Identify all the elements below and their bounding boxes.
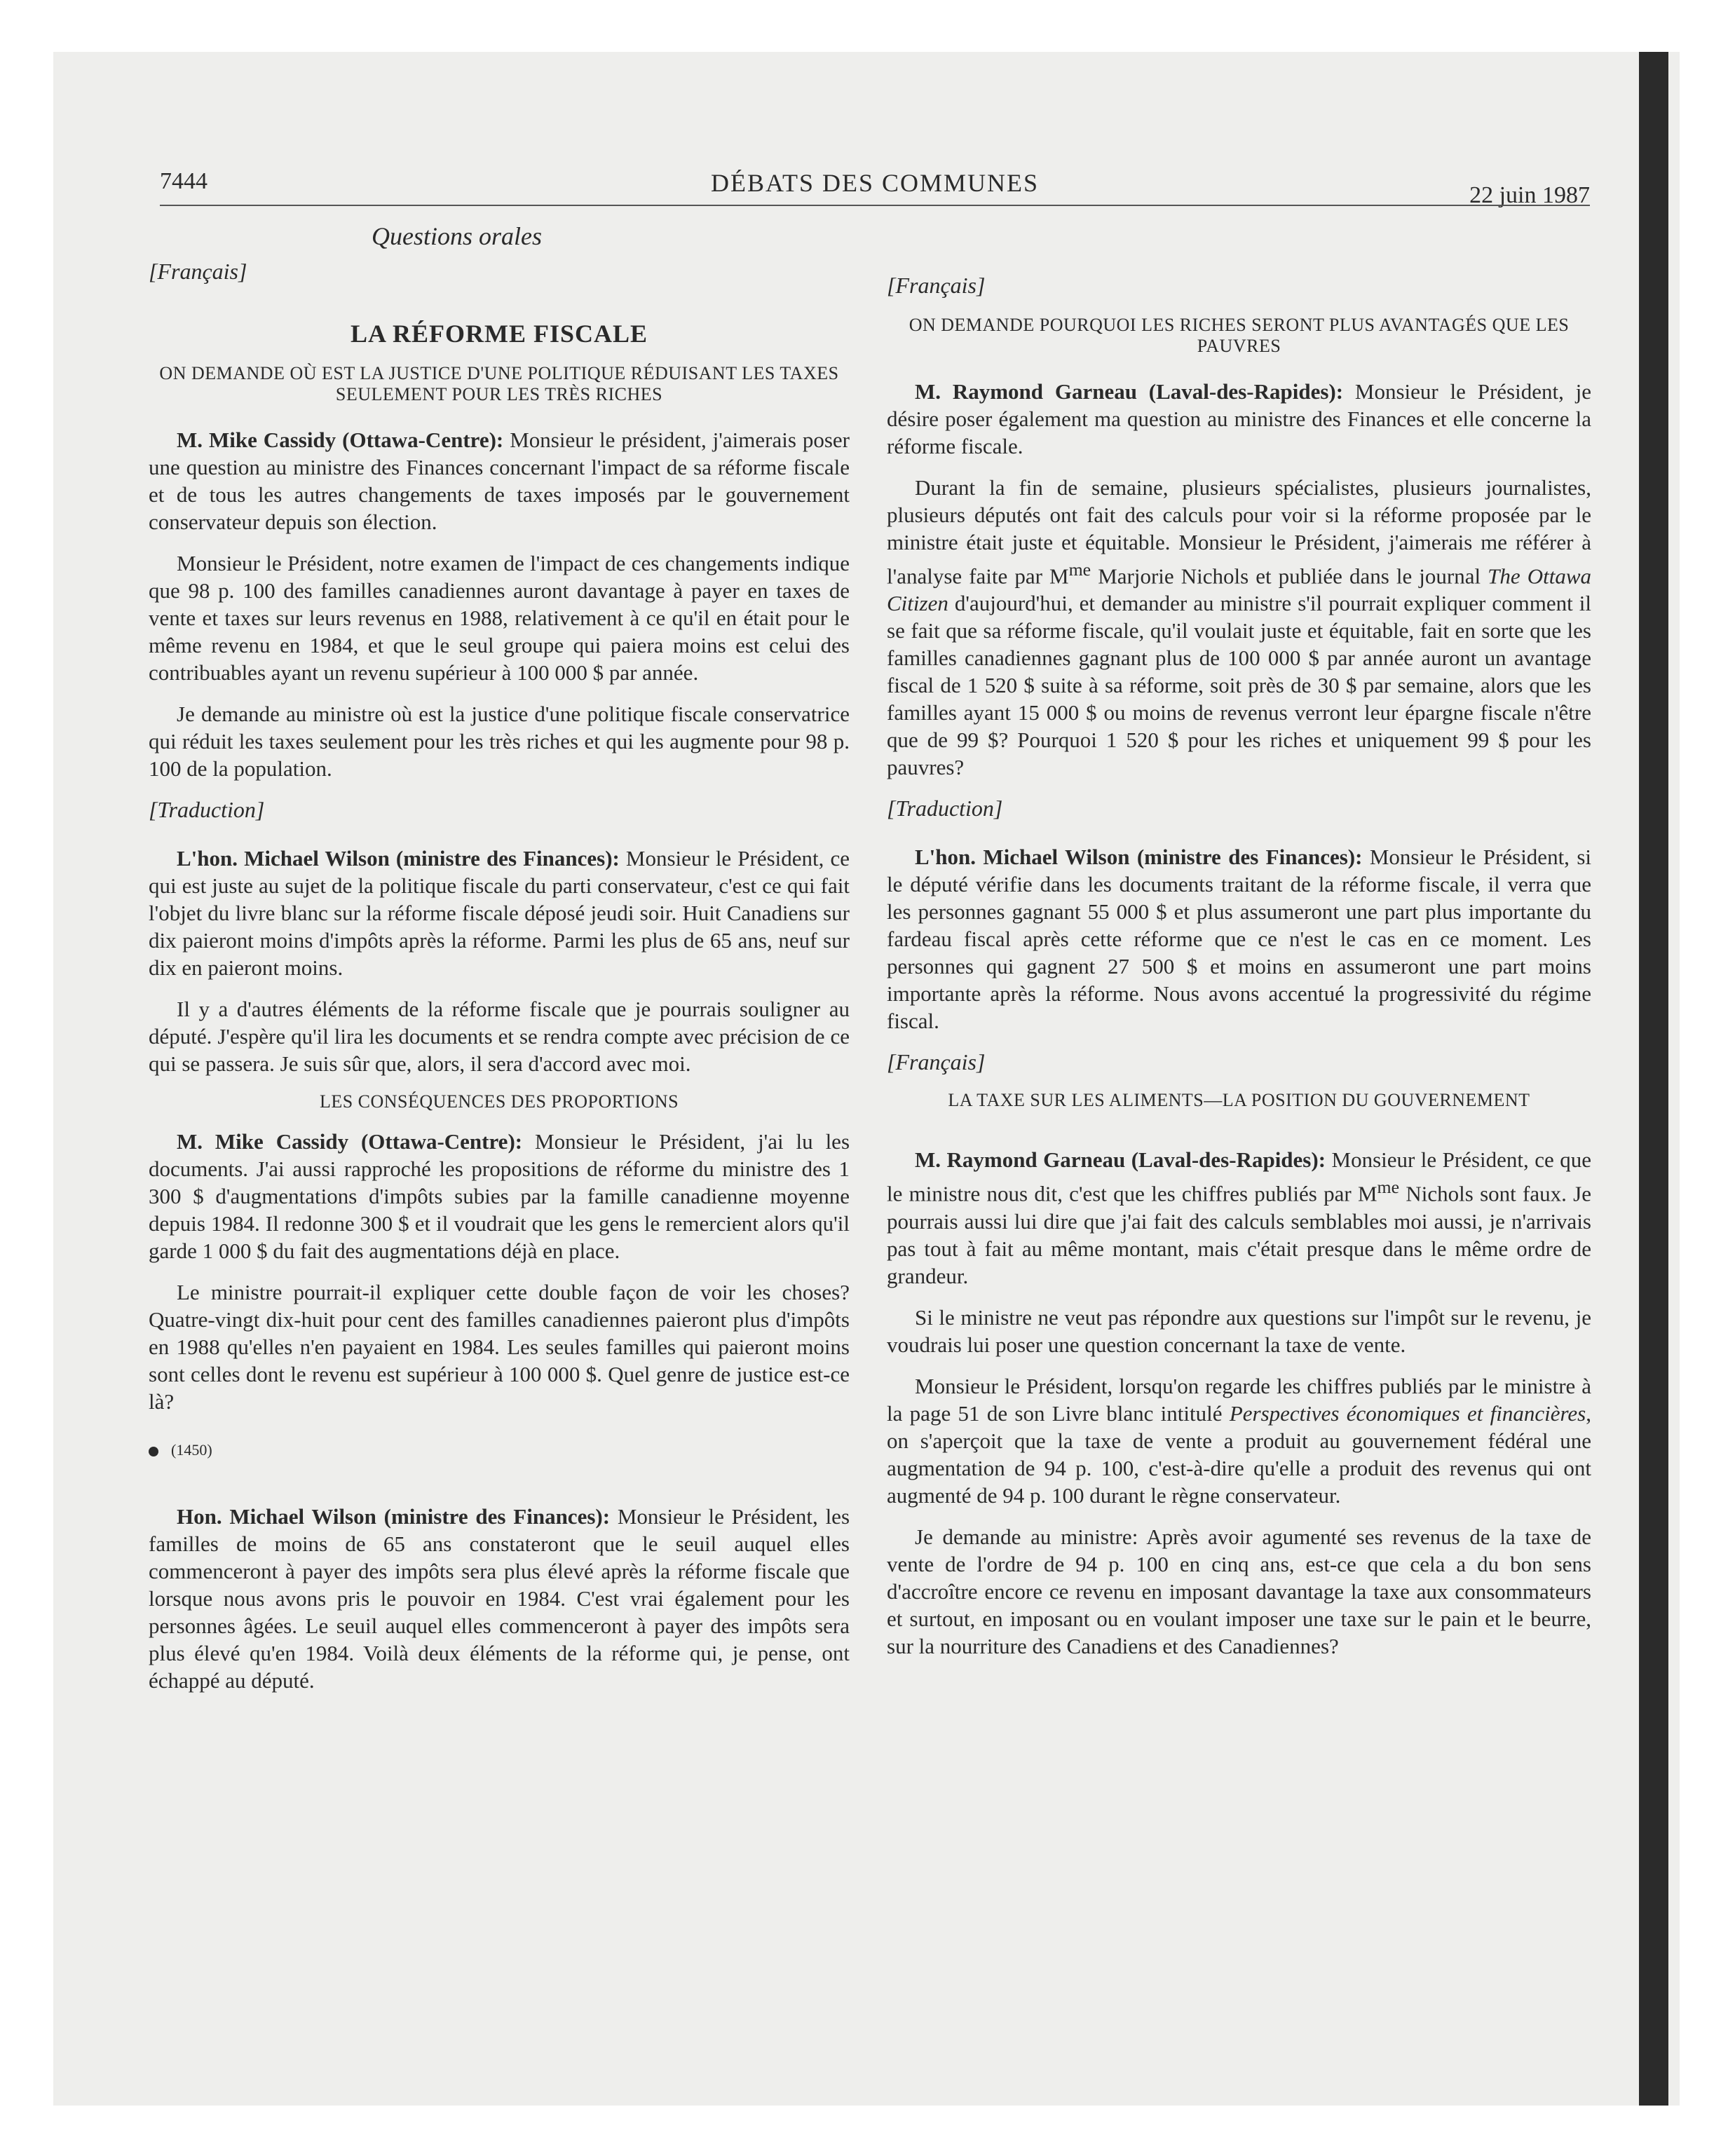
superscript: me [1377,1177,1400,1198]
journal-title: The Ottawa Citizen [887,564,1591,616]
paragraph [149,1128,850,1264]
speaker-name: L'hon. Michael Wilson (ministre des Finances): [915,845,1363,870]
paragraph [887,378,1591,460]
language-tag: [Français] [887,273,986,298]
speaker-name: M. Raymond Garneau (Laval-des-Rapides): [915,1147,1326,1173]
header-rule [160,205,1590,206]
speech-text: Monsieur le Président, ce qui est juste au sujet de la politique fiscale du parti conservateur, c'est ce qui fait l'objet du livre blanc sur la réforme fiscale déposé jeudi soir. Huit Canadiens sur dix paieront moins d'impôts après la réforme. Parmi les plus de 65 ans, neuf sur dix en paieront moins. [149,846,850,980]
topic-title: LA RÉFORME FISCALE [350,320,648,348]
timestamp-line [149,1436,850,1464]
speaker-name: M. Mike Cassidy (Ottawa-Centre): [177,1129,523,1154]
bullet-icon [149,1447,158,1456]
speaker-name: M. Raymond Garneau (Laval-des-Rapides): [915,379,1344,404]
language-tag: [Français] [149,259,247,284]
topic-subtitle: ON DEMANDE OÙ EST LA JUSTICE D'UNE POLITIQUE RÉDUISANT LES TAXES SEULEMENT POUR LES TRÈS RICHES [159,363,839,404]
timestamp: (1450) [171,1441,212,1459]
speech-text: Monsieur le Président, j'ai lu les documents. J'ai aussi rapproché les propositions de réforme du ministre des 1 300 $ d'augmentations d'impôts subies par la famille canadienne moyenne depuis 1984. Il redonne 300 $ et il voudrait que les gens le remercient alors qu'il garde 1 000 $ du fait des augmentations déjà en place. [149,1129,850,1263]
book-title: Perspectives économiques et financières [1229,1400,1586,1426]
speech-text: Monsieur le président, j'aimerais poser une question au ministre des Finances concernant l'impact de sa réforme fiscale et de tous les autres changements de taxes imposés par le gouvernement conservateur depuis son élection. [149,428,850,534]
publication-date: 22 juin 1987 [1469,182,1590,208]
language-tag: [Traduction] [149,797,265,822]
scan-edge-bar [1639,52,1668,2106]
superscript: me [1068,559,1091,580]
paragraph: Monsieur le Président, notre examen de l'impact de ces changements indique que 98 p. 100 des familles canadiennes auront davantage à payer en taxes de vente et taxes sur leurs revenus en 1988, relativement à ce qu'il en était pour le même revenu en 1984, et que le seul groupe qui paiera moins est celui des contribuables ayant un revenu supérieur à 100 000 $ par année. [149,551,850,685]
topic-subtitle: ON DEMANDE POURQUOI LES RICHES SERONT PLUS AVANTAGÉS QUE LES PAUVRES [909,315,1570,356]
paragraph [149,1503,850,1694]
paragraph: Je demande au ministre où est la justice d'une politique fiscale conservatrice qui réduit les taxes seulement pour les très riches et qui les augmente pour 98 p. 100 de la population. [149,702,850,781]
paragraph: Le ministre pourrait-il expliquer cette double façon de voir les choses? Quatre-vingt dix-huit pour cent des familles canadiennes paieront plus d'impôts en 1988 qu'elles n'en payaient en 1984. Les seules familles qui paieront moins sont celles dont le revenu est supérieur à 100 000 $. Quel genre de justice est-ce là? [149,1280,850,1414]
page-number: 7444 [160,168,207,194]
speech-text: Monsieur le Président, si le député vérifie dans les documents traitant de la réforme fiscale, il verra que les personnes gagnant 55 000 $ et plus assumeront une part plus importante du fardeau fiscal après cette réforme que ce n'est le cas en ce moment. Les personnes qui gagnent 27 500 $ et moins en assumeront une part moins importante après la réforme. Nous avons accentué la progressivité du régime fiscal. [887,845,1591,1034]
paragraph: Si le ministre ne veut pas répondre aux questions sur l'impôt sur le revenu, je voudrais lui poser une question concernant la taxe de vente. [887,1304,1591,1357]
paragraph: Il y a d'autres éléments de la réforme fiscale que je pourrais souligner au député. J'espère qu'il lira les documents et se rendra compte avec précision de ce qui se passera. Je suis sûr que, alors, il sera d'accord avec moi. [149,997,850,1076]
paragraph: Durant la fin de semaine, plusieurs spécialistes, plusieurs journalistes, plusieurs députés ont fait des calculs pour voir si la réforme proposée par le ministre était juste et équitable. Monsieur le Président, j'aimerais me référer à l'analyse faite par $M^{me}$ Marjorie Nichols et publiée dans le journal The Ottawa Citizen d'aujourd'hui, et demander au ministre s'il pourrait expliquer comment il se fait que sa réforme fiscale, qu'il voulait juste et équitable, fait en sorte que les familles canadiennes gagnant plus de 100 000 $ par année auront un avantage fiscal de 1 520 $ suite à sa réforme, soit près de 30 $ par semaine, alors que les familles ayant 15 000 $ ou moins de revenus verront leur épargne fiscale n'être que de 99 $? Pourquoi 1 520 $ pour les riches et uniquement 99 $ pour les pauvres? [887,475,1591,780]
language-tag: [Traduction] [887,796,1003,821]
publication-title: DÉBATS DES COMMUNES [710,169,1040,197]
paragraph: M. Raymond Garneau (Laval-des-Rapides): Monsieur le Président, ce que le ministre nous dit, c'est que les chiffres publiés par $M^{me}$ Nichols sont faux. Je pourrais aussi lui dire que j'ai fait des calculs semblables moi aussi, je n'arrivais pas tout à fait au même montant, mais c'était presque dans le même ordre de grandeur. [887,1147,1591,1288]
right-column [887,272,1591,1660]
section-heading: Questions orales [372,222,542,250]
paragraph: Monsieur le Président, lorsqu'on regarde les chiffres publiés par le ministre à la page 51 de son Livre blanc intitulé Perspectives économiques et financières, on s'aperçoit que la taxe de vente a produit au gouvernement fédéral une augmentation de 94 p. 100, c'est-à-dire qu'elle a produit des revenus qui ont augmenté de 94 p. 100 durant le règne conservateur. [887,1373,1591,1508]
paragraph [149,426,850,535]
speaker-name: M. Mike Cassidy (Ottawa-Centre): [177,428,504,452]
language-tag: [Français] [887,1049,986,1075]
speaker-name: L'hon. Michael Wilson (ministre des Finances): [177,846,620,871]
left-column [149,258,850,1694]
paragraph [887,843,1591,1035]
paragraph: Je demande au ministre: Après avoir agumenté ses revenus de la taxe de vente de l'ordre de 94 p. 100 en cinq ans, est-ce que cela a du bon sens d'accroître encore ce revenu en imposant davantage la taxe aux consommateurs et surtout, en imposant ou en voulant imposer une taxe sur le pain et le beurre, sur la nourriture des Canadiens et des Canadiennes? [887,1524,1591,1658]
speech-text: Monsieur le Président, les familles de moins de 65 ans constateront que le seuil auquel elles commenceront à payer des impôts sera plus élevé après la réforme fiscale que lorsque nous avons pris le pouvoir en 1984. C'est vrai également pour les personnes âgées. Le seuil auquel elles commenceront à payer des impôts sera plus élevé qu'en 1984. Voilà deux éléments de la réforme qui, je pense, ont échappé au député. [149,1504,850,1693]
speech-text: Monsieur le Président, je désire poser également ma question au ministre des Finances et elle concerne la réforme fiscale. [887,379,1592,458]
topic-subtitle: LA TAXE SUR LES ALIMENTS—LA POSITION DU GOUVERNEMENT [948,1090,1530,1111]
speaker-name: Hon. Michael Wilson (ministre des Finances): [177,1504,611,1529]
paragraph [149,845,850,981]
topic-subtitle: LES CONSÉQUENCES DES PROPORTIONS [319,1091,679,1112]
page-header [160,168,1590,210]
